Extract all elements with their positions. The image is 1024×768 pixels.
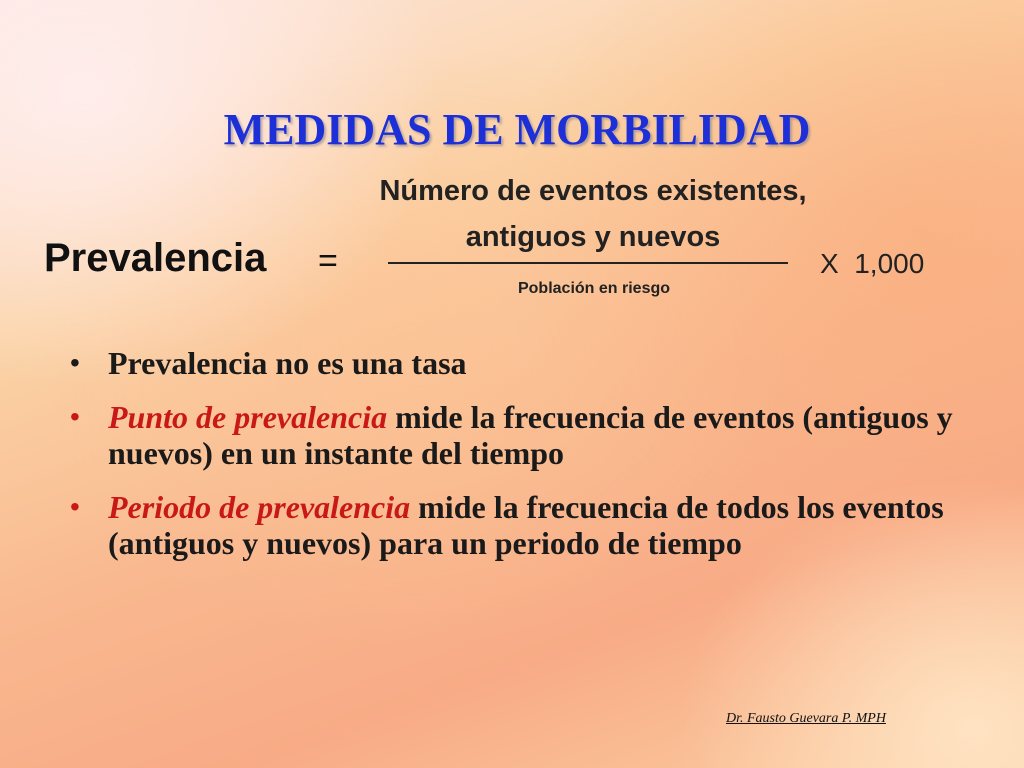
bullet-marker: •	[70, 401, 80, 432]
bullet-marker: •	[70, 347, 80, 378]
bullet-item	[70, 345, 970, 381]
numerator-line-1: Número de eventos existentes,	[379, 175, 807, 207]
formula-multiplier: X 1,000	[820, 248, 925, 279]
bullet-text: Prevalencia no es una tasa	[108, 345, 467, 381]
numerator-line-2: antiguos y nuevos	[465, 221, 721, 253]
bullet-list	[70, 345, 970, 579]
formula-denominator: Población en riesgo	[517, 280, 671, 297]
formula-equals: =	[318, 242, 338, 280]
bullet-emphasis: Punto de prevalencia	[108, 399, 388, 435]
author-footer: Dr. Fausto Guevara P. MPH	[726, 711, 886, 726]
formula-label: Prevalencia	[44, 236, 267, 280]
bullet-marker: •	[70, 491, 80, 522]
fraction-bar	[388, 262, 788, 264]
bullet-item	[70, 399, 970, 471]
formula-numerator	[330, 168, 856, 260]
bullet-item	[70, 489, 970, 561]
bullet-emphasis: Periodo de prevalencia	[108, 489, 411, 525]
bullet-text: mide la frecuencia de todos los eventos (antiguos y nuevos) para un periodo de tiempo	[108, 489, 944, 561]
slide-title: MEDIDAS DE MORBILIDAD	[223, 105, 811, 154]
bullet-text: mide la frecuencia de eventos (antiguos y nuevos) en un instante del tiempo	[108, 399, 953, 471]
